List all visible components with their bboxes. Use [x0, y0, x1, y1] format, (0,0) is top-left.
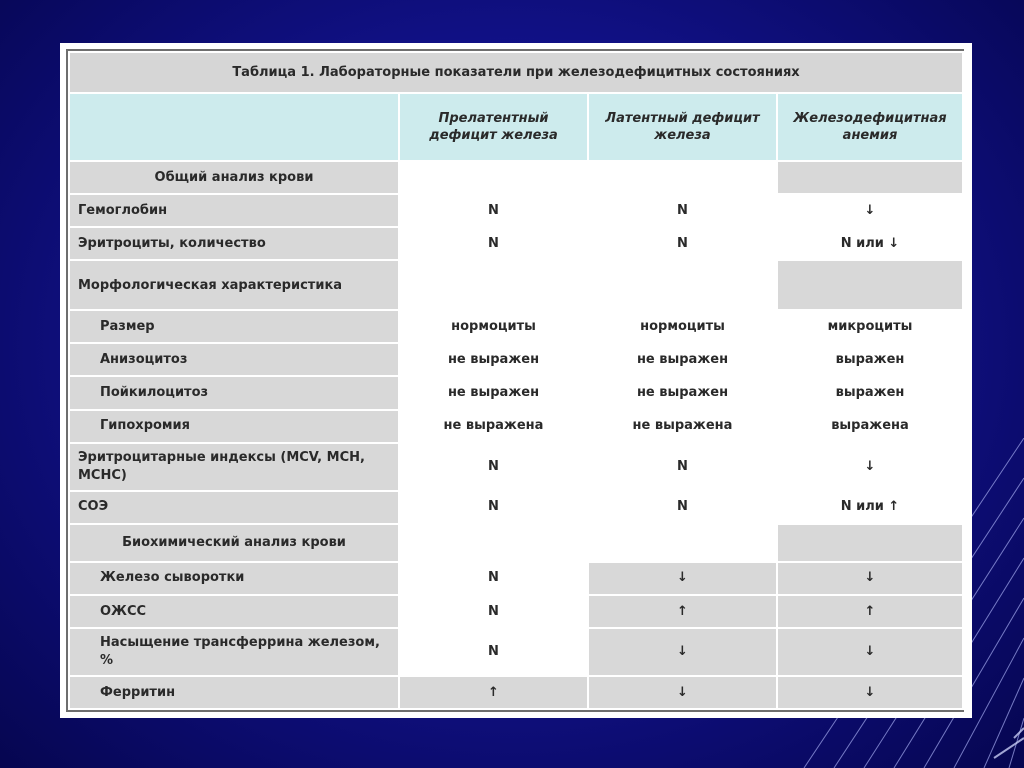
- table-row: [69, 562, 963, 595]
- section-label: Биохимический анализ крови: [69, 524, 399, 562]
- table-cell: не выражена: [588, 410, 777, 443]
- section-label: Общий анализ крови: [69, 161, 399, 194]
- table-cell: ↓: [588, 628, 777, 676]
- row-label: Ферритин: [69, 676, 399, 709]
- table-cell: выражен: [777, 343, 963, 376]
- slide-panel: [60, 43, 972, 718]
- column-header-anemia: Железодефицитная анемия: [777, 93, 963, 161]
- table-cell: [588, 161, 777, 194]
- table-cell: [399, 260, 588, 310]
- table-cell: N: [399, 595, 588, 628]
- table-cell: N: [399, 227, 588, 260]
- table-row: [69, 161, 963, 194]
- table-cell: нормоциты: [588, 310, 777, 343]
- table-cell: N: [399, 443, 588, 491]
- row-label: Эритроцитарные индексы (MCV, MCH, MCHC): [69, 443, 399, 491]
- row-label: Анизоцитоз: [69, 343, 399, 376]
- row-label: Железо сыворотки: [69, 562, 399, 595]
- table-cell: ↓: [588, 562, 777, 595]
- table-cell: N: [588, 194, 777, 227]
- table-cell: выражен: [777, 376, 963, 409]
- table-cell: ↓: [777, 676, 963, 709]
- row-label: ОЖСС: [69, 595, 399, 628]
- table-cell: ↓: [777, 194, 963, 227]
- table-header-row: [69, 93, 963, 161]
- column-header-prelatent: Прелатентный дефицит железа: [399, 93, 588, 161]
- table-cell: ↑: [588, 595, 777, 628]
- lab-indicators-table: [68, 51, 964, 710]
- table-row: [69, 491, 963, 524]
- table-cell: N или ↑: [777, 491, 963, 524]
- table-cell: [777, 161, 963, 194]
- table-cell: N: [399, 491, 588, 524]
- table-row: [69, 376, 963, 409]
- row-label: Размер: [69, 310, 399, 343]
- table-cell: ↓: [777, 443, 963, 491]
- table-cell: [588, 524, 777, 562]
- table-cell: N: [399, 562, 588, 595]
- row-label: Насыщение трансферрина железом, %: [69, 628, 399, 676]
- row-label: СОЭ: [69, 491, 399, 524]
- table-row: [69, 260, 963, 310]
- table-cell: не выражен: [399, 343, 588, 376]
- table-cell: микроциты: [777, 310, 963, 343]
- row-label: Морфологическая характеристика: [69, 260, 399, 310]
- table-cell: N: [588, 443, 777, 491]
- table-cell: не выражен: [588, 343, 777, 376]
- table-row: [69, 194, 963, 227]
- row-label: Пойкилоцитоз: [69, 376, 399, 409]
- table-cell: выражена: [777, 410, 963, 443]
- table-row: [69, 595, 963, 628]
- table-row: [69, 410, 963, 443]
- table-cell: не выражен: [399, 376, 588, 409]
- table-cell: N: [588, 491, 777, 524]
- table-cell: ↓: [777, 562, 963, 595]
- table-row: [69, 227, 963, 260]
- table-row: [69, 628, 963, 676]
- table-cell: не выражена: [399, 410, 588, 443]
- row-label: Эритроциты, количество: [69, 227, 399, 260]
- table-row: [69, 676, 963, 709]
- table-cell: N или ↓: [777, 227, 963, 260]
- column-header-latent: Латентный дефицит железа: [588, 93, 777, 161]
- table-row: [69, 310, 963, 343]
- table-cell: [399, 161, 588, 194]
- table-row: [69, 524, 963, 562]
- table-cell: [777, 260, 963, 310]
- table-cell: ↑: [399, 676, 588, 709]
- table-cell: N: [399, 628, 588, 676]
- table-row: [69, 343, 963, 376]
- table-cell: N: [399, 194, 588, 227]
- row-label: Гипохромия: [69, 410, 399, 443]
- table-cell: [588, 260, 777, 310]
- table-cell: не выражен: [588, 376, 777, 409]
- table-row: [69, 443, 963, 491]
- table-frame: [66, 49, 964, 712]
- table-cell: ↑: [777, 595, 963, 628]
- table-cell: ↓: [588, 676, 777, 709]
- table-cell: ↓: [777, 628, 963, 676]
- table-cell: нормоциты: [399, 310, 588, 343]
- table-cell: [399, 524, 588, 562]
- column-header-empty: [69, 93, 399, 161]
- table-cell: N: [588, 227, 777, 260]
- row-label: Гемоглобин: [69, 194, 399, 227]
- table-title: Таблица 1. Лабораторные показатели при железодефицитных состояниях: [69, 52, 963, 93]
- table-cell: [777, 524, 963, 562]
